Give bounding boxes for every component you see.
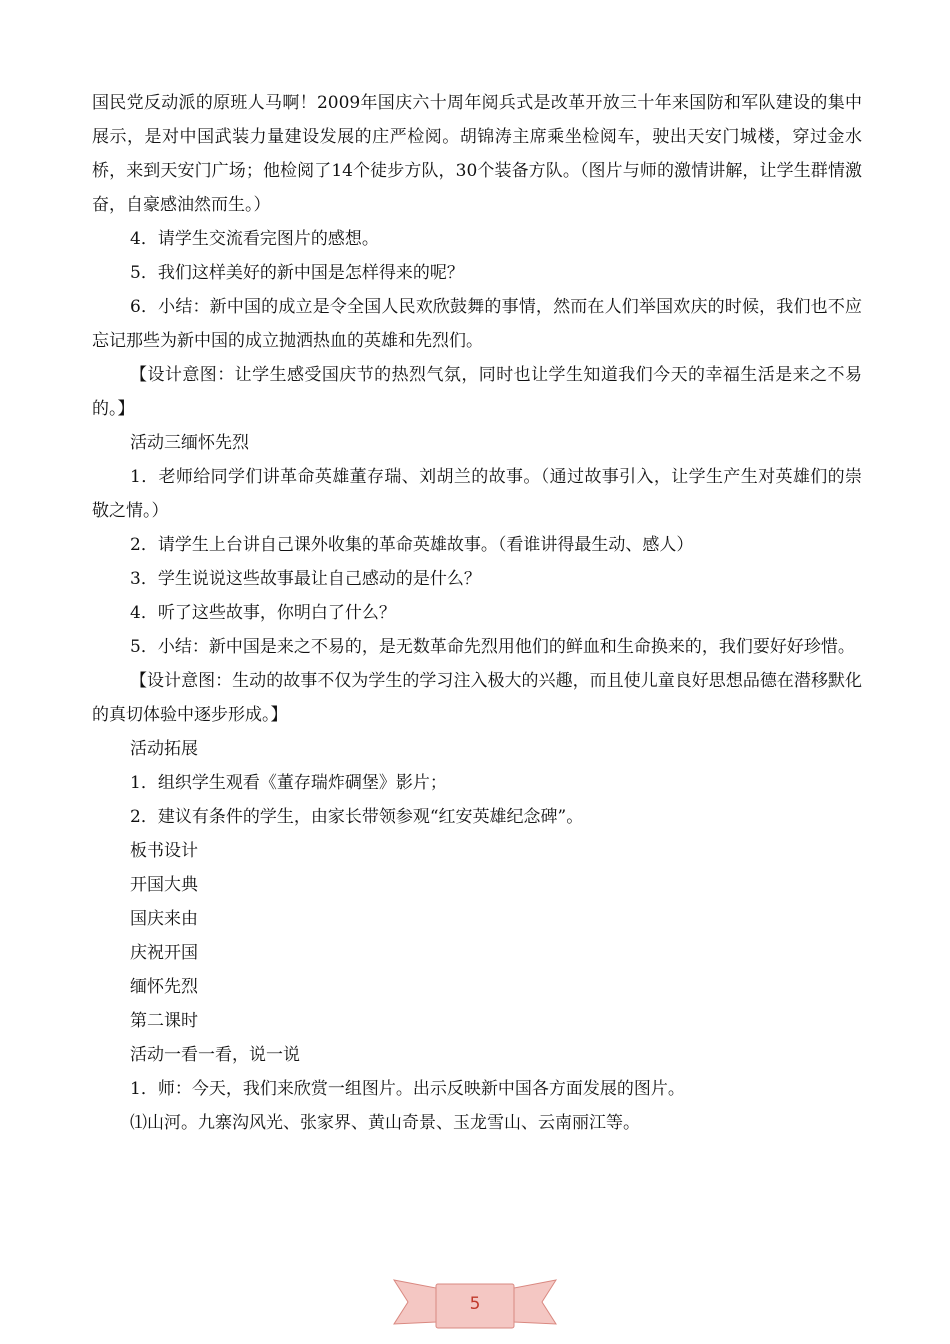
- paragraph: 国民党反动派的原班人马啊！2009年国庆六十周年阅兵式是改革开放三十年来国防和军队建设的集中展示，是对中国武装力量建设发展的庄严检阅。胡锦涛主席乘坐检阅车，驶出天安门城楼，穿过金水桥，来到天安门广场；他检阅了14个徒步方队，30个装备方队。（图片与师的激情讲解，让学生群情激奋，自豪感油然而生。）: [92, 93, 862, 215]
- document-body: [92, 86, 862, 1140]
- section-heading: 活动拓展: [130, 739, 198, 759]
- paragraph: 2．请学生上台讲自己课外收集的革命英雄故事。（看谁讲得最生动、感人）: [130, 535, 694, 555]
- section-heading: 第二课时: [130, 1011, 198, 1031]
- paragraph: ⑴山河。九寨沟风光、张家界、黄山奇景、玉龙雪山、云南丽江等。: [130, 1113, 640, 1133]
- paragraph: 5．小结：新中国是来之不易的，是无数革命先烈用他们的鲜血和生命换来的，我们要好好珍惜。: [130, 637, 855, 657]
- page-number-badge: [392, 1272, 558, 1332]
- paragraph: 1．老师给同学们讲革命英雄董存瑞、刘胡兰的故事。（通过故事引入，让学生产生对英雄们的崇敬之情。）: [92, 467, 862, 521]
- board-item: 庆祝开国: [130, 943, 198, 963]
- paragraph: 1．师：今天，我们来欣赏一组图片。出示反映新中国各方面发展的图片。: [130, 1079, 685, 1099]
- board-item: 国庆来由: [130, 909, 198, 929]
- design-intent-note: 【设计意图：让学生感受国庆节的热烈气氛，同时也让学生知道我们今天的幸福生活是来之不易的。】: [92, 365, 862, 419]
- paragraph: 4．请学生交流看完图片的感想。: [130, 229, 379, 249]
- paragraph: 4．听了这些故事，你明白了什么？: [130, 603, 396, 623]
- section-heading: 板书设计: [130, 841, 198, 861]
- paragraph: 1．组织学生观看《董存瑞炸碉堡》影片；: [130, 773, 447, 793]
- board-item: 缅怀先烈: [130, 977, 198, 997]
- page-number: 5: [469, 1294, 481, 1314]
- section-heading: 活动一看一看，说一说: [130, 1045, 300, 1065]
- design-intent-note: 【设计意图：生动的故事不仅为学生的学习注入极大的兴趣，而且使儿童良好思想品德在潜移默化的真切体验中逐步形成。】: [92, 671, 862, 725]
- paragraph: 2．建议有条件的学生，由家长带领参观“红安英雄纪念碑”。: [130, 807, 584, 827]
- paragraph: 5．我们这样美好的新中国是怎样得来的呢？: [130, 263, 464, 283]
- section-heading: 活动三缅怀先烈: [130, 433, 249, 453]
- board-item: 开国大典: [130, 875, 198, 895]
- paragraph: 6．小结：新中国的成立是令全国人民欢欣鼓舞的事情，然而在人们举国欢庆的时候，我们也不应忘记那些为新中国的成立抛洒热血的英雄和先烈们。: [92, 297, 862, 351]
- paragraph: 3．学生说说这些故事最让自己感动的是什么？: [130, 569, 481, 589]
